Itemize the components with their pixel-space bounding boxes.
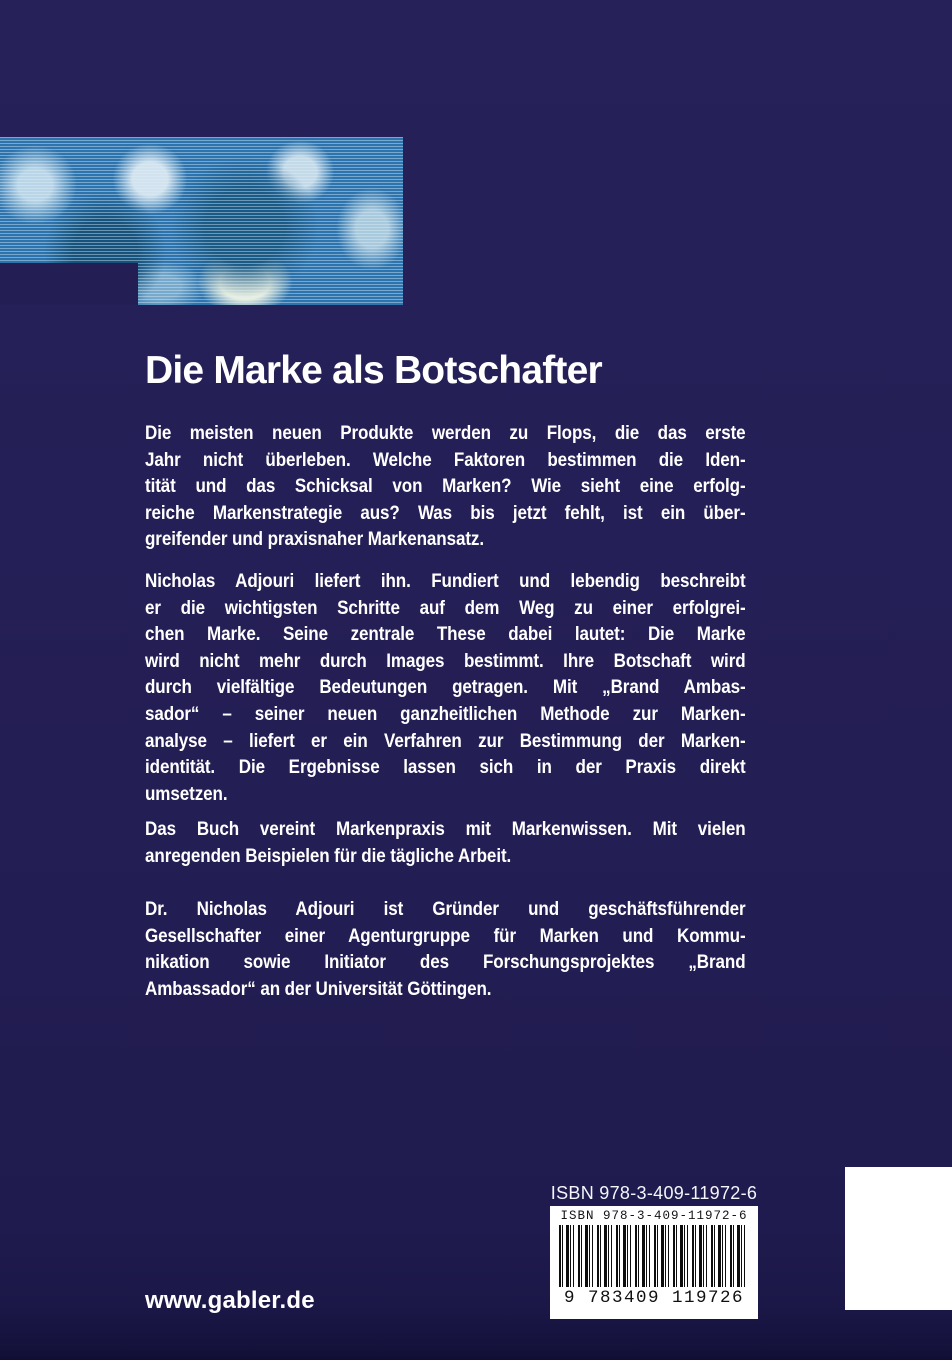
isbn-text: ISBN 978-3-409-11972-6	[550, 1183, 758, 1203]
bottom-edge-shadow	[0, 1344, 952, 1360]
blurb-paragraph-3	[145, 816, 746, 869]
text-line: greifender und praxisnaher Markenansatz.	[145, 528, 484, 551]
text-line: Nicholas Adjouri liefert ihn. Fundiert und lebendig beschreibt	[145, 570, 746, 592]
text-line: Gesellschafter einer Agenturgruppe für Marken und Kommu-	[145, 924, 746, 947]
text-line: umsetzen.	[145, 782, 228, 805]
text-line: Das Buch vereint Markenpraxis mit Markenwissen. Mit vielen	[145, 818, 746, 840]
barcode-isbn-label: ISBN 978-3-409-11972-6	[560, 1209, 748, 1223]
barcode-bars	[559, 1225, 749, 1287]
text-line: durch vielfältige Bedeutungen getragen. Mit „Brand Ambas-	[145, 676, 746, 699]
text-line: tität und das Schicksal von Marken? Wie sieht eine erfolg-	[145, 475, 746, 498]
publisher-website: www.gabler.de	[145, 1287, 315, 1314]
text-line: nikation sowie Initiator des Forschungsprojektes „Brand	[145, 951, 746, 974]
text-line: wird nicht mehr durch Images bestimmt. Ihre Botschaft wird	[145, 649, 746, 672]
cover-photo	[0, 137, 403, 305]
text-line: er die wichtigsten Schritte auf dem Weg zu einer erfolgrei-	[145, 596, 746, 619]
text-line: analyse – liefert er ein Verfahren zur Bestimmung der Marken-	[145, 729, 746, 752]
text-line: sador“ – seiner neuen ganzheitlichen Methode zur Marken-	[145, 702, 746, 725]
text-line: Ambassador“ an der Universität Göttingen.	[145, 977, 492, 1000]
text-line: Die meisten neuen Produkte werden zu Flops, die das erste	[145, 422, 746, 444]
right-edge-white-box	[845, 1167, 952, 1310]
text-line: anregenden Beispielen für die tägliche Arbeit.	[145, 844, 512, 867]
book-title: Die Marke als Botschafter	[145, 349, 602, 392]
photo-corner-notch	[0, 263, 138, 305]
blurb-paragraph-1	[145, 420, 746, 553]
isbn-barcode	[550, 1206, 758, 1319]
blurb-paragraph-2	[145, 568, 746, 807]
barcode-ean-digits: 9 783409 119726	[563, 1288, 745, 1308]
text-line: Dr. Nicholas Adjouri ist Gründer und geschäftsführender	[145, 898, 746, 920]
text-line: chen Marke. Seine zentrale These dabei lautet: Die Marke	[145, 623, 746, 646]
text-line: Jahr nicht überleben. Welche Faktoren bestimmen die Iden-	[145, 448, 746, 471]
author-bio-paragraph	[145, 896, 746, 1002]
text-line: reiche Markenstrategie aus? Was bis jetzt fehlt, ist ein über-	[145, 501, 746, 524]
text-line: identität. Die Ergebnisse lassen sich in der Praxis direkt	[145, 756, 746, 779]
